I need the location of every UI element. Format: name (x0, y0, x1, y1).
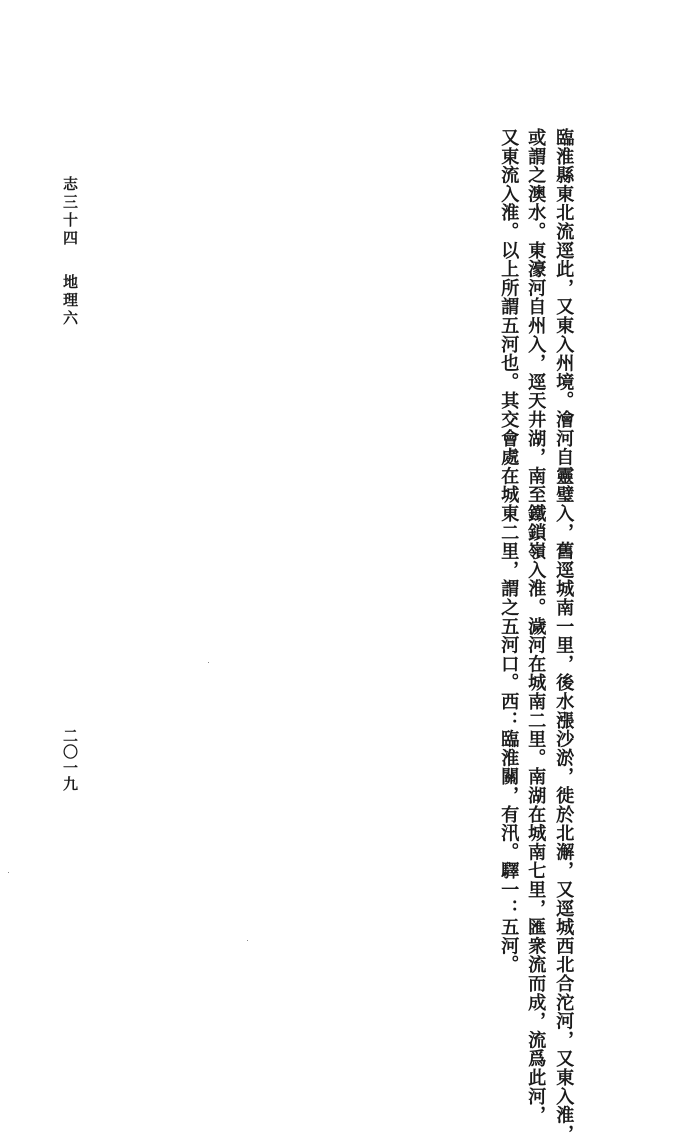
scan-speck (247, 940, 248, 941)
section-label: 地理六 (61, 274, 79, 328)
scan-speck (208, 662, 209, 663)
text-column-1: 臨淮縣東北流逕此，又東入州境。澮河自靈璧入，舊逕城南一里，後水漲沙淤，徙於北澥，又逕城西北合沱河，又東入淮， (553, 128, 575, 1143)
running-header (62, 176, 77, 328)
text-column-2: 或謂之澳水。東濠河自州入，逕天井湖，南至鐵鎖嶺入淮。濊河在城南二里。南湖在城南七里，匯衆流而成，流爲此河， (525, 128, 547, 1125)
text-column-3: 又東流入淮。以上所謂五河也。其交會處在城東二里，謂之五河口。西：臨淮關，有汛。驛一：五河。 (498, 128, 520, 974)
scan-speck (8, 872, 9, 873)
volume-label: 志三十四 (61, 176, 79, 248)
page-number: 二〇一九 (61, 728, 79, 792)
